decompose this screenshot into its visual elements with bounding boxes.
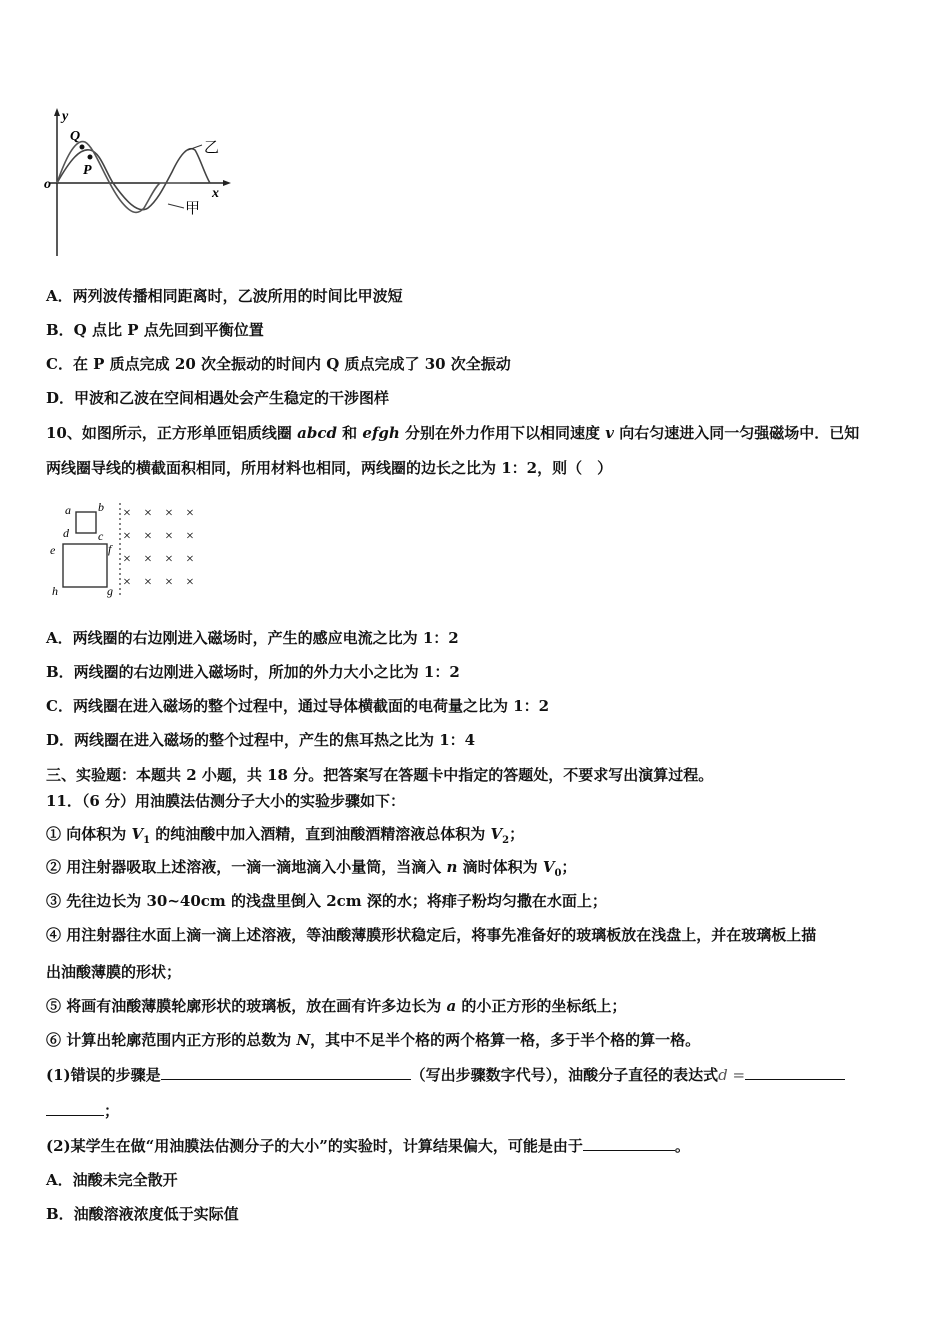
field-mark: × xyxy=(165,506,173,521)
point-p-dot xyxy=(88,155,93,160)
field-mark: × xyxy=(186,529,194,544)
var-v: v xyxy=(605,424,614,442)
step-text: 的纯油酸中加入酒精，直到油酸酒精溶液总体积为 xyxy=(150,825,491,843)
step-text: 的小正方形的坐标纸上； xyxy=(456,997,627,1015)
step-text: ② 用注射器吸取上述溶液，一滴一滴地滴入小量筒，当滴入 xyxy=(46,858,447,876)
q11-step-4-line2: 出油酸薄膜的形状； xyxy=(46,963,182,981)
subscript: 0 xyxy=(554,868,562,879)
point-p-label: P xyxy=(83,163,92,178)
var-v1: V xyxy=(131,825,144,843)
field-marks xyxy=(123,506,194,590)
coil-figure xyxy=(46,497,206,605)
field-mark: × xyxy=(165,529,173,544)
q11-step-4-line1: ④ 用注射器往水面上滴一滴上述溶液，等油酸薄膜形状稳定后，将事先准备好的玻璃板放在浅盘上，并在玻璃板上描 xyxy=(46,926,817,944)
q11-step-3: ③ 先往边长为 30~40cm 的浅盘里倒入 2cm 深的水；将痱子粉均匀撒在水面上； xyxy=(46,892,607,910)
q10-stem-line1 xyxy=(46,423,859,443)
origin-label: o xyxy=(44,177,51,192)
part-text: (1)错误的步骤是 xyxy=(46,1066,161,1084)
q11-part-1 xyxy=(46,1064,845,1085)
point-q-dot xyxy=(80,145,85,150)
q11-option-a: A．油酸未完全散开 xyxy=(46,1171,178,1189)
field-mark: × xyxy=(144,575,152,590)
field-mark: × xyxy=(144,506,152,521)
q10-option-d: D．两线圈在进入磁场的整个过程中，产生的焦耳热之比为 1：4 xyxy=(46,731,476,749)
point-q-label: Q xyxy=(70,129,81,144)
q9-option-c: C．在 P 质点完成 20 次全振动的时间内 Q 质点完成了 30 次全振动 xyxy=(46,355,511,373)
field-mark: × xyxy=(144,552,152,567)
q10-stem-text: 和 xyxy=(336,424,363,442)
large-coil-efgh xyxy=(63,544,107,587)
step-text: ① 向体积为 xyxy=(46,825,132,843)
field-mark: × xyxy=(123,552,131,567)
field-mark: × xyxy=(186,575,194,590)
var-n-count: N xyxy=(296,1031,311,1049)
part-text: ； xyxy=(104,1102,120,1120)
q11-option-b: B．油酸溶液浓度低于实际值 xyxy=(46,1205,239,1223)
wave-figure xyxy=(40,100,240,260)
label-d: d xyxy=(63,526,69,540)
formula-d: d = xyxy=(718,1066,746,1084)
subscript: 1 xyxy=(143,835,151,846)
section-3-heading: 三、实验题：本题共 2 小题，共 18 分。把答案写在答题卡中指定的答题处，不要求写出演算过程。 xyxy=(46,766,714,784)
field-mark: × xyxy=(144,529,152,544)
label-a: a xyxy=(65,503,71,517)
q11-title: 11．（6 分）用油膜法估测分子大小的实验步骤如下： xyxy=(46,792,406,810)
var-v2: V xyxy=(490,825,503,843)
q11-part-1-cont xyxy=(46,1100,119,1121)
var-abcd: abcd xyxy=(297,424,337,442)
step-text: ⑥ 计算出轮廓范围内正方形的总数为 xyxy=(46,1031,297,1049)
part-text: (2)某学生在做“用油膜法估测分子的大小”的实验时，计算结果偏大，可能是由于 xyxy=(46,1137,583,1155)
label-jia: 甲 xyxy=(185,201,201,217)
axis-x-label: x xyxy=(212,186,219,201)
q10-stem-line2: 两线圈导线的横截面积相同，所用材料也相同，两线圈的边长之比为 1：2，则（ ） xyxy=(46,459,613,477)
var-n: n xyxy=(446,858,458,876)
label-c: c xyxy=(98,529,104,543)
x-axis-arrow xyxy=(223,180,231,186)
q10-stem-text: 向右匀速进入同一匀强磁场中．已知 xyxy=(613,424,860,442)
field-mark: × xyxy=(123,575,131,590)
label-yi: 乙 xyxy=(204,140,220,156)
field-mark: × xyxy=(186,552,194,567)
part-text: 。 xyxy=(674,1137,690,1155)
q9-option-d: D．甲波和乙波在空间相遇处会产生稳定的干涉图样 xyxy=(46,389,390,407)
field-mark: × xyxy=(186,506,194,521)
step-text: ⑤ 将画有油酸薄膜轮廓形状的玻璃板，放在画有许多边长为 xyxy=(46,997,447,1015)
field-mark: × xyxy=(165,575,173,590)
part-text: （写出步骤数字代号），油酸分子直径的表达式 xyxy=(410,1066,719,1084)
var-v0: V xyxy=(542,858,555,876)
step-text: 滴时体积为 xyxy=(457,858,543,876)
q11-part-2 xyxy=(46,1135,690,1156)
field-mark: × xyxy=(165,552,173,567)
field-mark: × xyxy=(123,506,131,521)
q11-step-1 xyxy=(46,824,524,851)
answer-blank-formula-cont[interactable] xyxy=(46,1100,104,1116)
field-mark: × xyxy=(123,529,131,544)
answer-blank-formula[interactable] xyxy=(745,1064,845,1080)
answer-blank-step[interactable] xyxy=(161,1064,411,1080)
label-g: g xyxy=(107,584,113,598)
step-text: ； xyxy=(509,825,525,843)
label-b: b xyxy=(98,500,104,514)
step-text: ，其中不足半个格的两个格算一格，多于半个格的算一格。 xyxy=(310,1031,701,1049)
q10-stem-text: 10、如图所示，正方形单匝铝质线圈 xyxy=(46,424,298,442)
step-text: ； xyxy=(561,858,577,876)
label-jia-leader xyxy=(168,204,184,208)
q11-step-6 xyxy=(46,1030,700,1050)
label-f: f xyxy=(108,542,112,556)
q9-option-b: B．Q 点比 P 点先回到平衡位置 xyxy=(46,321,264,339)
var-efgh: efgh xyxy=(362,424,400,442)
subscript: 2 xyxy=(502,835,510,846)
q10-option-a: A．两线圈的右边刚进入磁场时，产生的感应电流之比为 1：2 xyxy=(46,629,459,647)
answer-blank-reason[interactable] xyxy=(583,1135,675,1151)
label-e: e xyxy=(50,543,56,557)
q11-step-2 xyxy=(46,857,576,884)
y-axis-arrow xyxy=(54,108,60,116)
label-h: h xyxy=(52,584,58,598)
small-coil-abcd xyxy=(76,512,96,533)
q9-option-a: A．两列波传播相同距离时，乙波所用的时间比甲波短 xyxy=(46,287,403,305)
q10-option-b: B．两线圈的右边刚进入磁场时，所加的外力大小之比为 1：2 xyxy=(46,663,460,681)
q11-step-5 xyxy=(46,996,626,1016)
wave-jia-curve xyxy=(57,142,160,213)
axis-y-label: y xyxy=(62,109,69,124)
var-a: a xyxy=(446,997,457,1015)
q10-stem-text: 分别在外力作用下以相同速度 xyxy=(399,424,606,442)
q10-option-c: C．两线圈在进入磁场的整个过程中，通过导体横截面的电荷量之比为 1：2 xyxy=(46,697,550,715)
